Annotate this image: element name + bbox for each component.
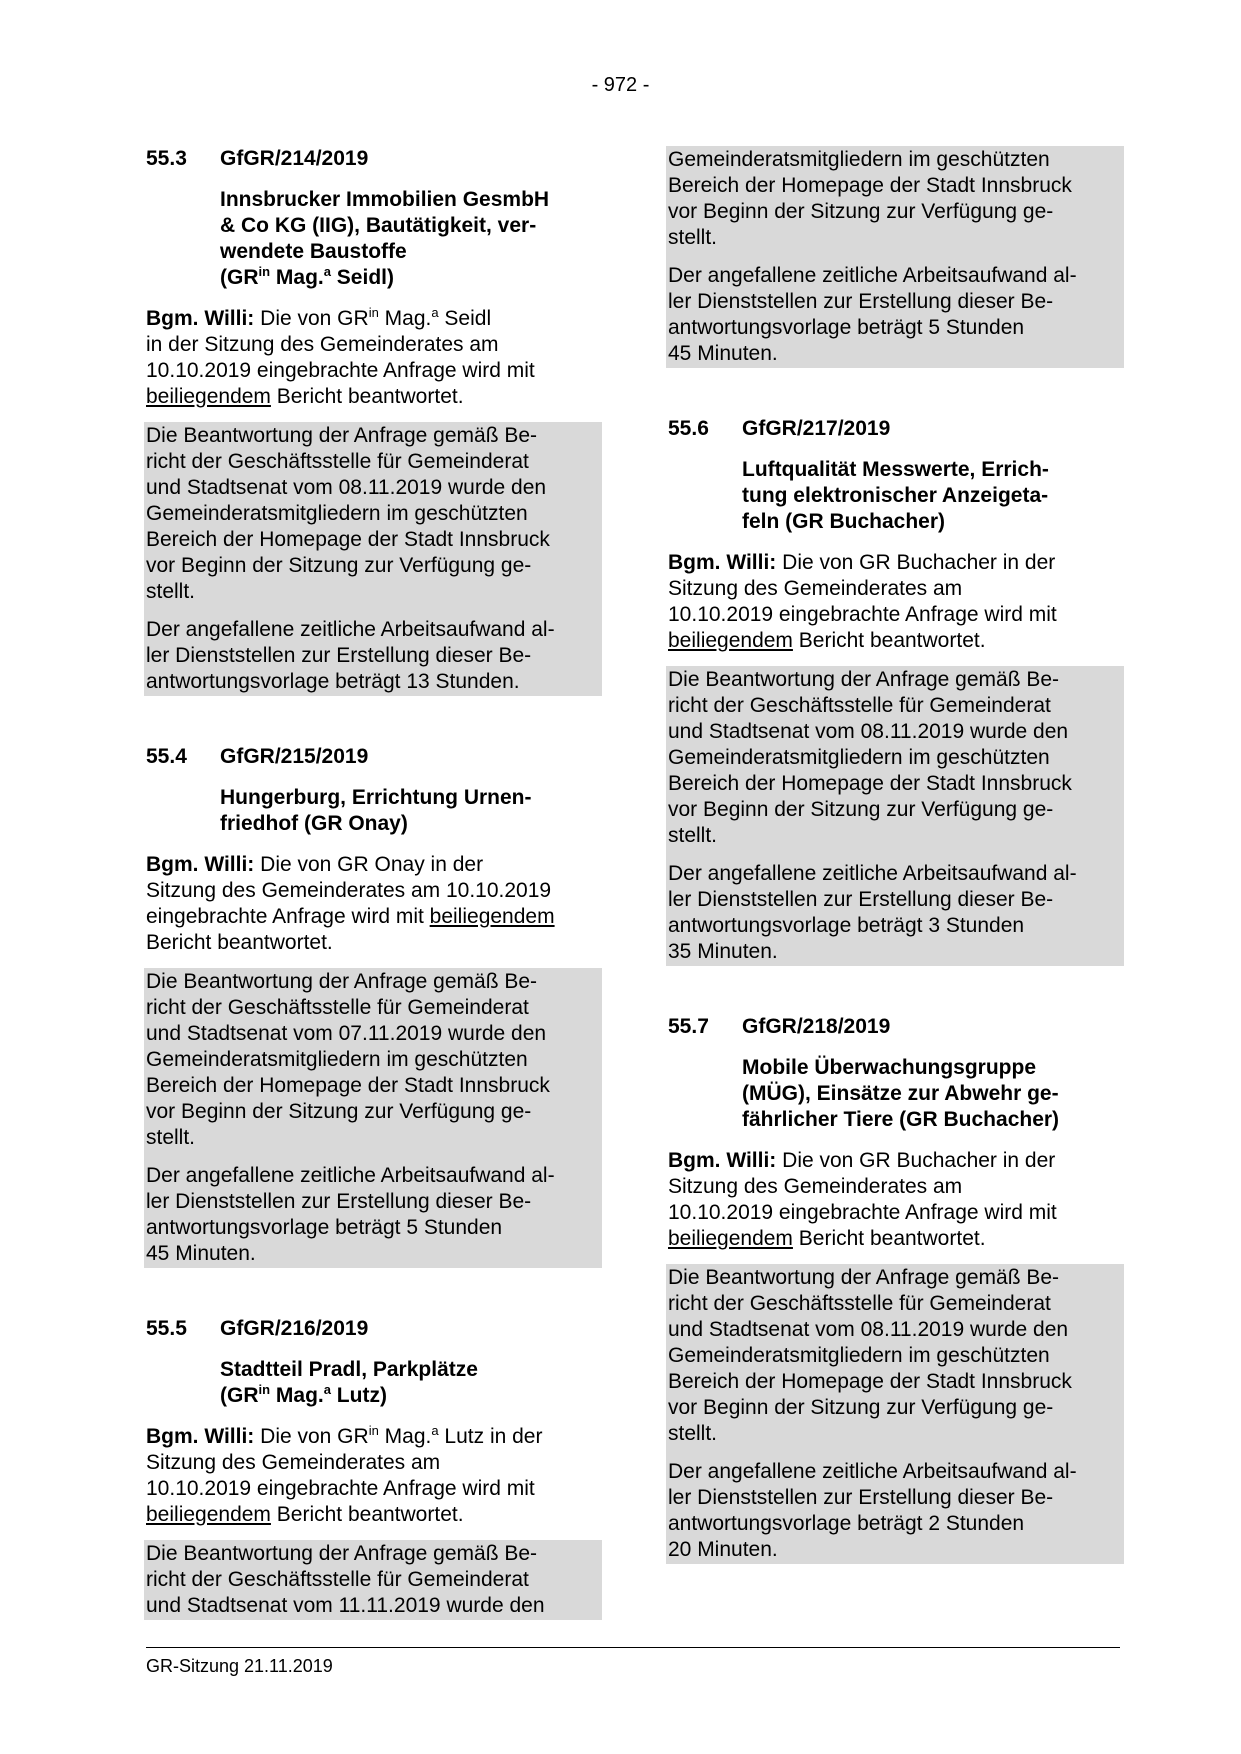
title-line: Innsbrucker Immobilien GesmbH [220, 188, 550, 211]
footer-text: GR-Sitzung 21.11.2019 [146, 1656, 333, 1676]
title-line: Hungerburg, Errichtung Urnen- [220, 786, 532, 809]
text-line: Bgm. Willi: Die von GR Buchacher in der [668, 551, 1056, 574]
right-column [668, 146, 1124, 1564]
mayor-statement [146, 1424, 602, 1528]
section-55-5 [146, 1316, 602, 1620]
underlined-word: beiliegendem [146, 1503, 271, 1526]
answer-paragraph: Die Beantwortung der Anfrage gemäß Be- richt der Geschäftsstelle für Gemeinderat und Stadtsenat vom 08.11.2019 wurde den Gemeinderatsmitgliedern im geschützten Bereich der Homepage der Stadt Innsbruck vor Beginn der Sitzung zur Verfügung ge- stellt. [668, 1266, 1072, 1445]
section-number: 55.4 [146, 745, 187, 768]
mayor-statement [668, 550, 1124, 654]
title-line: Mobile Überwachungsgruppe [742, 1056, 1037, 1079]
section-title [220, 187, 602, 291]
speaker-label: Bgm. Willi: [668, 551, 777, 574]
text-line: Bgm. Willi: Die von $GR^{in}$ Mag.$^a$ Lutz in der [146, 1423, 543, 1448]
text-line: Bgm. Willi: Die von GR Buchacher in der [668, 1149, 1056, 1172]
speaker-label: Bgm. Willi: [668, 1149, 777, 1172]
page-number: - 972 - [591, 74, 650, 96]
title-line: Luftqualität Messwerte, Errich- [742, 458, 1049, 481]
section-title [220, 785, 602, 837]
title-line: Stadtteil Pradl, Parkplätze [220, 1358, 478, 1381]
section-number: 55.6 [668, 417, 709, 440]
left-column [146, 146, 602, 1620]
title-line: wendete Baustoffe [220, 240, 407, 263]
section-heading [668, 416, 1124, 442]
answer-box [666, 146, 1124, 368]
section-55-5-continued [668, 146, 1124, 368]
section-55-7 [668, 1014, 1124, 1564]
section-reference: GfGR/216/2019 [220, 1317, 369, 1340]
text-line: 10.10.2019 eingebrachte Anfrage wird mit [146, 359, 535, 382]
title-line: friedhof (GR Onay) [220, 812, 408, 835]
answer-paragraph: Die Beantwortung der Anfrage gemäß Be- richt der Geschäftsstelle für Gemeinderat und Stadtsenat vom 08.11.2019 wurde den Gemeinderatsmitgliedern im geschützten Bereich der Homepage der Stadt Innsbruck vor Beginn der Sitzung zur Verfügung ge- stellt. [146, 424, 550, 603]
text-line: 10.10.2019 eingebrachte Anfrage wird mit [668, 603, 1057, 626]
effort-paragraph: Der angefallene zeitliche Arbeitsaufwand al- ler Dienststellen zur Erstellung dieser Be- antwortungsvorlage beträgt 5 Stunden 45 Minuten. [146, 1164, 555, 1265]
underlined-word: beiliegendem [668, 629, 793, 652]
title-line: tung elektronischer Anzeigeta- [742, 484, 1049, 507]
text-line: Sitzung des Gemeinderates am [668, 1175, 963, 1198]
underlined-word: beiliegendem [429, 905, 555, 928]
text-line: Sitzung des Gemeinderates am [146, 1451, 441, 1474]
title-line: & Co KG (IIG), Bautätigkeit, ver- [220, 214, 537, 237]
section-reference: GfGR/218/2019 [742, 1015, 891, 1038]
answer-box [144, 1540, 602, 1620]
text-line: eingebrachte Anfrage wird mit beiliegendem [146, 905, 555, 928]
footer-divider [146, 1647, 1120, 1648]
answer-box [144, 968, 602, 1268]
mayor-statement [668, 1148, 1124, 1252]
text-line: beiliegendem Bericht beantwortet. [146, 1503, 464, 1526]
effort-paragraph: Der angefallene zeitliche Arbeitsaufwand al- ler Dienststellen zur Erstellung dieser Be- antwortungsvorlage beträgt 5 Stunden 45 Minuten. [668, 264, 1077, 365]
section-heading [146, 1316, 602, 1342]
section-number: 55.3 [146, 147, 187, 170]
underlined-word: beiliegendem [146, 385, 271, 408]
answer-box [144, 422, 602, 696]
effort-paragraph: Der angefallene zeitliche Arbeitsaufwand al- ler Dienststellen zur Erstellung dieser Be- antwortungsvorlage beträgt 2 Stunden 20 Minuten. [668, 1460, 1077, 1561]
text-line: beiliegendem Bericht beantwortet. [668, 629, 986, 652]
answer-box [666, 666, 1124, 966]
text-line: beiliegendem Bericht beantwortet. [146, 385, 464, 408]
answer-paragraph: Die Beantwortung der Anfrage gemäß Be- richt der Geschäftsstelle für Gemeinderat und Stadtsenat vom 11.11.2019 wurde den [146, 1542, 545, 1617]
section-55-6 [668, 416, 1124, 966]
text-line: Bgm. Willi: Die von GR Onay in der [146, 853, 484, 876]
answer-paragraph: Die Beantwortung der Anfrage gemäß Be- richt der Geschäftsstelle für Gemeinderat und Stadtsenat vom 07.11.2019 wurde den Gemeinderatsmitgliedern im geschützten Bereich der Homepage der Stadt Innsbruck vor Beginn der Sitzung zur Verfügung ge- stellt. [146, 970, 550, 1149]
text-line: in der Sitzung des Gemeinderates am [146, 333, 499, 356]
text-line: 10.10.2019 eingebrachte Anfrage wird mit [146, 1477, 535, 1500]
text-line: Sitzung des Gemeinderates am 10.10.2019 [146, 879, 552, 902]
section-reference: GfGR/214/2019 [220, 147, 369, 170]
text-line: beiliegendem Bericht beantwortet. [668, 1227, 986, 1250]
title-line: feln (GR Buchacher) [742, 510, 946, 533]
answer-paragraph: Gemeinderatsmitgliedern im geschützten Bereich der Homepage der Stadt Innsbruck vor Beginn der Sitzung zur Verfügung ge- stellt. [668, 148, 1072, 249]
text-line: Sitzung des Gemeinderates am [668, 577, 963, 600]
speaker-label: Bgm. Willi: [146, 307, 255, 330]
speaker-label: Bgm. Willi: [146, 853, 255, 876]
section-reference: GfGR/215/2019 [220, 745, 369, 768]
answer-paragraph: Die Beantwortung der Anfrage gemäß Be- richt der Geschäftsstelle für Gemeinderat und Stadtsenat vom 08.11.2019 wurde den Gemeinderatsmitgliedern im geschützten Bereich der Homepage der Stadt Innsbruck vor Beginn der Sitzung zur Verfügung ge- stellt. [668, 668, 1072, 847]
underlined-word: beiliegendem [668, 1227, 793, 1250]
title-line: fährlicher Tiere (GR Buchacher) [742, 1108, 1060, 1131]
section-title [742, 1055, 1124, 1133]
answer-box [666, 1264, 1124, 1564]
section-title [742, 457, 1124, 535]
section-number: 55.7 [668, 1015, 709, 1038]
text-line: Bericht beantwortet. [146, 931, 333, 954]
mayor-statement [146, 852, 602, 956]
title-line: (MÜG), Einsätze zur Abwehr ge- [742, 1082, 1059, 1105]
section-heading [668, 1014, 1124, 1040]
mayor-statement [146, 306, 602, 410]
effort-paragraph: Der angefallene zeitliche Arbeitsaufwand al- ler Dienststellen zur Erstellung dieser Be- antwortungsvorlage beträgt 3 Stunden 35 Minuten. [668, 862, 1077, 963]
section-number: 55.5 [146, 1317, 187, 1340]
text-line: Bgm. Willi: Die von $GR^{in}$ Mag.$^a$ Seidl [146, 305, 492, 330]
section-55-3 [146, 146, 602, 696]
section-heading [146, 146, 602, 172]
title-line: ($GR^{in}$ Mag.$^a$ Lutz) [220, 1382, 387, 1407]
title-line: ($GR^{in}$ Mag.$^a$ Seidl) [220, 264, 394, 289]
section-55-4 [146, 744, 602, 1268]
section-heading [146, 744, 602, 770]
section-reference: GfGR/217/2019 [742, 417, 891, 440]
section-title [220, 1357, 602, 1409]
text-line: 10.10.2019 eingebrachte Anfrage wird mit [668, 1201, 1057, 1224]
speaker-label: Bgm. Willi: [146, 1425, 255, 1448]
effort-paragraph: Der angefallene zeitliche Arbeitsaufwand al- ler Dienststellen zur Erstellung dieser Be- antwortungsvorlage beträgt 13 Stunden. [146, 618, 555, 693]
